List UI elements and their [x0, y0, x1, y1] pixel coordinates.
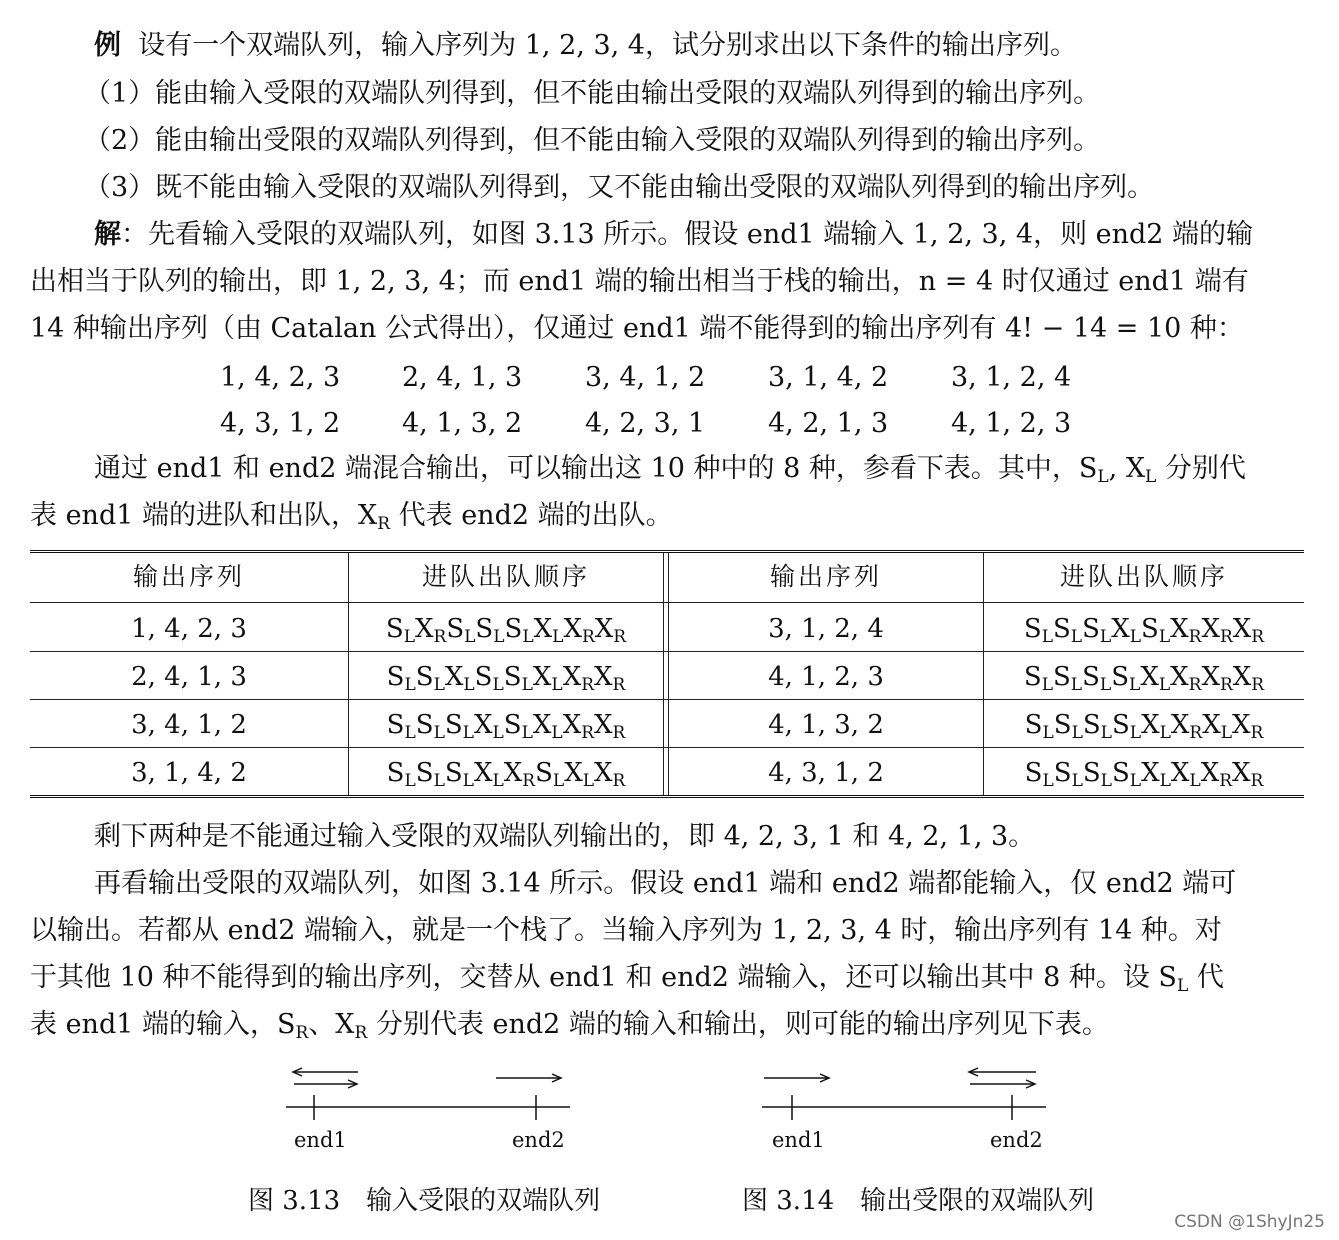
output-text-c: 表 end1 端的输入，S [30, 1009, 296, 1040]
sequence-item: 4, 1, 2, 3 [951, 408, 1072, 439]
table-cell-sequence: 1, 4, 2, 3 [131, 614, 247, 644]
figure-caption: 图 3.13 输入受限的双端队列 [248, 1186, 601, 1216]
table-header: 输出序列 [132, 562, 245, 591]
mix-text-a: 通过 end1 和 end2 端混合输出，可以输出这 10 种中的 8 种，参看下表。其中，S [94, 453, 1098, 484]
sequence-item: 4, 1, 3, 2 [402, 408, 523, 439]
output-line-2: 以输出。若都从 end2 端输入，就是一个栈了。当输入序列为 1, 2, 3, 4 时，输出序列有 14 种。对 [30, 915, 1222, 946]
sequence-item: 4, 3, 1, 2 [220, 408, 341, 439]
end2-input-arrow-icon [969, 1068, 1036, 1076]
table-header: 进队出队顺序 [421, 562, 590, 591]
sequence-item: 3, 1, 2, 4 [951, 362, 1072, 393]
solution-text-1: ：先看输入受限的双端队列，如图 3.13 所示。假设 end1 端输入 1, 2, 3, 4，则 end2 端的输 [121, 219, 1254, 250]
table-header: 进队出队顺序 [1059, 562, 1228, 591]
sequence-item: 4, 2, 3, 1 [585, 408, 706, 439]
table-cell-sequence: 4, 1, 2, 3 [768, 662, 884, 692]
mix-text-e: 代表 end2 端的出队。 [390, 500, 673, 531]
mix-line-2 [30, 499, 673, 541]
table-cell-sequence: 2, 4, 1, 3 [131, 662, 247, 692]
subscript: R [377, 514, 391, 534]
table-cell-sequence: 4, 3, 1, 2 [768, 758, 884, 788]
subscript: R [295, 1023, 309, 1043]
question-3: （3）既不能由输入受限的双端队列得到，又不能由输出受限的双端队列得到的输出序列。 [84, 172, 1155, 203]
figure-end2-label: end2 [990, 1128, 1043, 1152]
solution-label: 解 [94, 219, 121, 250]
sequence-item: 1, 4, 2, 3 [220, 362, 341, 393]
solution-line-1 [94, 218, 1253, 252]
solution-line-2: 出相当于队列的输出，即 1, 2, 3, 4；而 end1 端的输出相当于栈的输出，n = 4 时仅通过 end1 端有 [30, 266, 1249, 297]
subscript: L [1097, 467, 1109, 487]
output-line-3 [30, 961, 1224, 1003]
figure-end2-label: end2 [512, 1128, 565, 1152]
table-cell-operations: $S_LX_RS_LS_LS_LX_LX_RX_R$ [385, 614, 627, 647]
mix-line-1 [94, 452, 1246, 494]
question-1: （1）能由输入受限的双端队列得到，但不能由输出受限的双端队列得到的输出序列。 [84, 78, 1101, 109]
end2-output-arrow-icon [496, 1074, 561, 1082]
end1-output-arrow-icon [293, 1068, 358, 1076]
question-2: （2）能由输出受限的双端队列得到，但不能由输入受限的双端队列得到的输出序列。 [84, 125, 1101, 156]
output-line-4 [30, 1008, 1109, 1050]
output-text-a: 于其他 10 种不能得到的输出序列，交替从 end1 和 end2 端输入，还可以输出其中 8 种。设 S [30, 962, 1177, 993]
end2-output-arrow-icon [970, 1080, 1035, 1088]
figure-caption: 图 3.14 输出受限的双端队列 [742, 1186, 1095, 1216]
table-cell-operations: $S_LS_LS_LS_LX_LX_RX_LX_R$ [1024, 710, 1264, 743]
figure-output-restricted-deque [756, 1062, 1056, 1122]
table-cell-sequence: 4, 1, 3, 2 [768, 710, 884, 740]
output-text-e: 分别代表 end2 端的输入和输出，则可能的输出序列见下表。 [367, 1009, 1109, 1040]
table-header: 输出序列 [769, 562, 882, 591]
output-text-d: 、X [308, 1009, 355, 1040]
table-cell-operations: $S_LS_LX_LS_LS_LX_LX_RX_R$ [386, 662, 626, 695]
table-cell-operations: $S_LS_LS_LX_LS_LX_LX_RX_R$ [386, 710, 626, 743]
mix-text-c: 分别代 [1156, 453, 1246, 484]
table-cell-operations: $S_LS_LS_LX_LS_LX_RX_RX_R$ [1023, 614, 1265, 647]
problem-text: 设有一个双端队列，输入序列为 1, 2, 3, 4，试分别求出以下条件的输出序列。 [138, 30, 1077, 61]
table-cell-operations: $S_LS_LS_LX_LX_RS_LX_LX_R$ [386, 758, 626, 791]
figure-end1-label: end1 [772, 1128, 825, 1152]
watermark: CSDN @1ShyJn25 [1174, 1212, 1325, 1232]
end1-input-arrow-icon [764, 1074, 829, 1082]
mix-text-d: 表 end1 端的进队和出队，X [30, 500, 378, 531]
remain-line: 剩下两种是不能通过输入受限的双端队列输出的，即 4, 2, 3, 1 和 4, 2, 1, 3。 [94, 821, 1036, 852]
table-cell-operations: $S_LS_LS_LS_LX_LX_RX_RX_R$ [1023, 662, 1265, 695]
figure-input-restricted-deque [280, 1062, 580, 1122]
subscript: L [1176, 976, 1189, 996]
sequence-item: 3, 4, 1, 2 [585, 362, 706, 393]
table-cell-sequence: 3, 4, 1, 2 [131, 710, 247, 740]
table-cell-operations: $S_LS_LS_LS_LX_LX_LX_RX_R$ [1024, 758, 1264, 791]
sequence-item: 3, 1, 4, 2 [768, 362, 889, 393]
example-label: 例 [94, 30, 121, 61]
problem-statement [94, 29, 1077, 63]
subscript: L [1145, 467, 1157, 487]
output-line-1: 再看输出受限的双端队列，如图 3.14 所示。假设 end1 端和 end2 端都能输入，仅 end2 端可 [94, 868, 1237, 899]
solution-line-3: 14 种输出序列（由 Catalan 公式得出），仅通过 end1 端不能得到的输出序列有 4! − 14 = 10 种： [30, 313, 1244, 344]
table-cell-sequence: 3, 1, 4, 2 [131, 758, 247, 788]
end1-input-arrow-icon [294, 1080, 357, 1088]
sequence-item: 2, 4, 1, 3 [402, 362, 523, 393]
figure-end1-label: end1 [294, 1128, 347, 1152]
mix-text-b: , X [1108, 453, 1146, 484]
table-cell-sequence: 3, 1, 2, 4 [768, 614, 884, 644]
sequence-item: 4, 2, 1, 3 [768, 408, 889, 439]
output-text-b: 代 [1188, 962, 1224, 993]
subscript: R [354, 1023, 368, 1043]
